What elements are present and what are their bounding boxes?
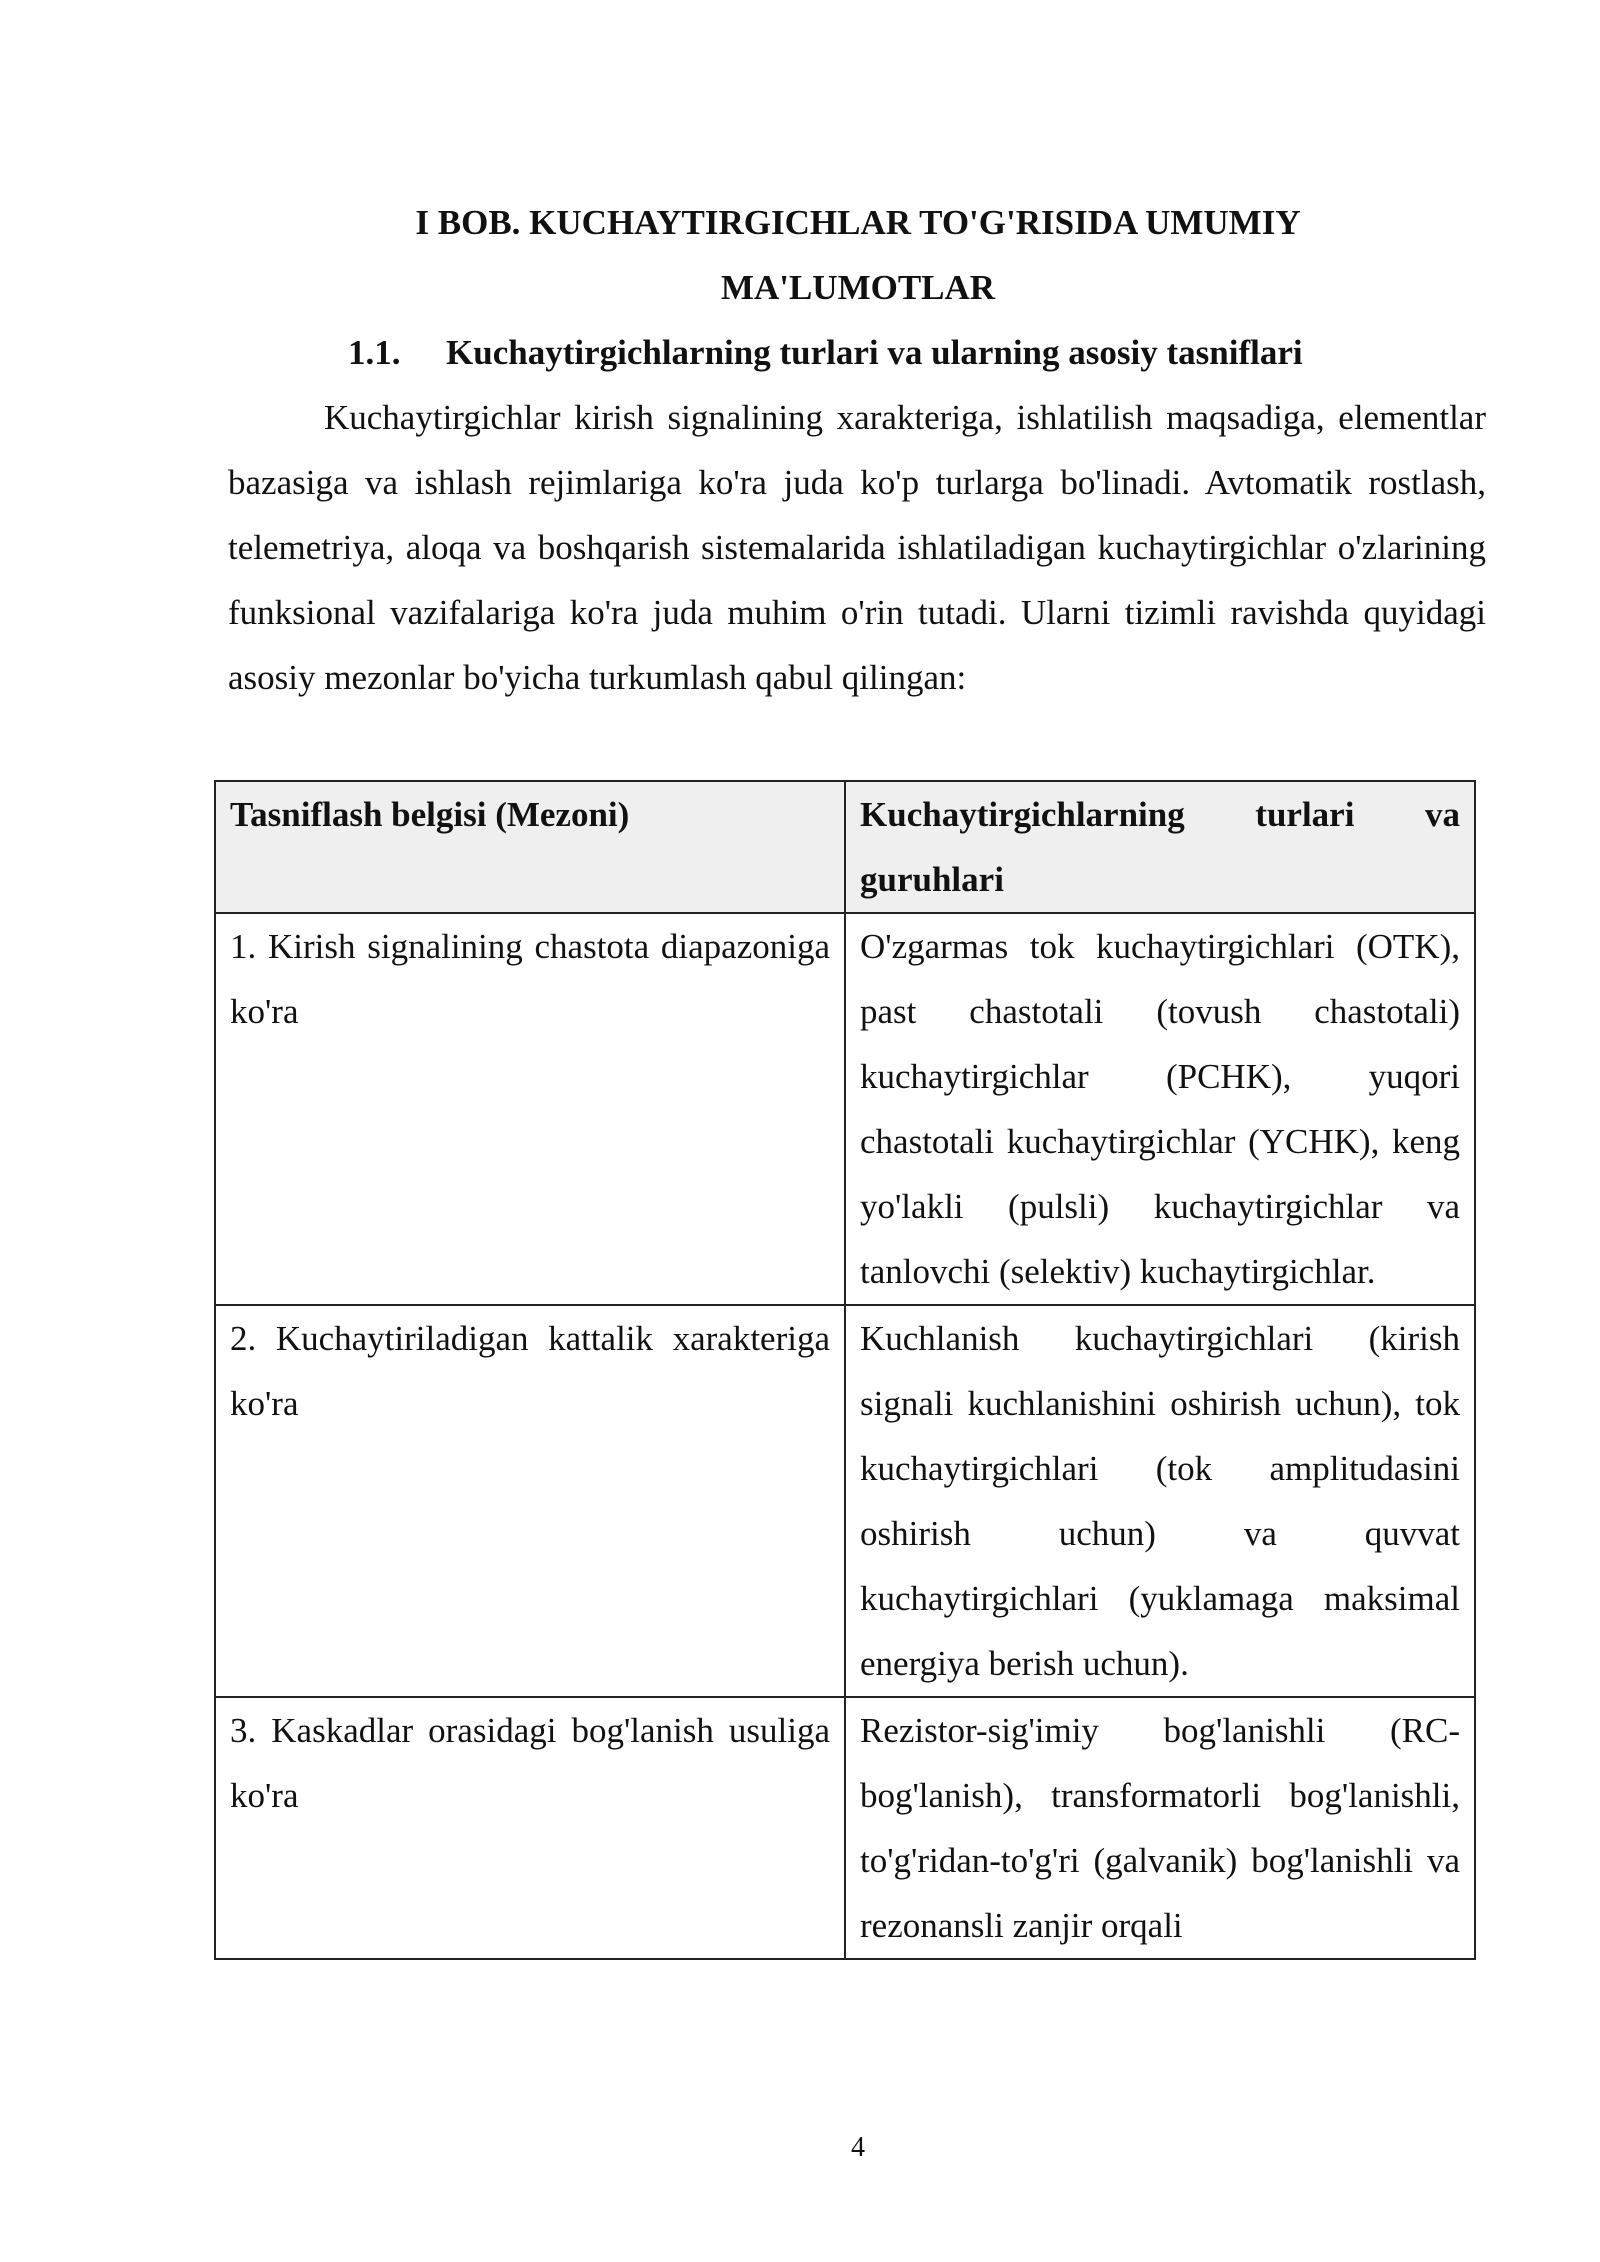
chapter-title-line2: MA'LUMOTLAR [720, 268, 996, 307]
table-row [215, 913, 1475, 1305]
table-row [215, 1697, 1475, 1959]
page-number: 4 [851, 2132, 865, 2163]
row-types: Kuchlanish kuchaytirgichlari (kirish signali kuchlanishini oshirish uchun), tok kuchaytirgichlari (tok amplitudasini oshirish uchun) va quvvat kuchaytirgichlari (yuklamaga maksimal energiya berish uchun). [845, 1305, 1475, 1697]
row-types: Rezistor-sig'imiy bog'lanishli (RC-bog'lanish), transformatorli bog'lanishli, to'g'ridan-to'g'ri (galvanik) bog'lanishli va rezonansli zanjir orqali [845, 1697, 1475, 1959]
table-row [215, 1305, 1475, 1697]
section-title: Kuchaytirgichlarning turlari va ularning asosiy tasniflari [446, 333, 1303, 372]
table-header-row [215, 781, 1475, 913]
body-paragraph [228, 385, 1486, 710]
row-criterion: 2. Kuchaytiriladigan kattalik xarakteriga ko'ra [215, 1305, 845, 1697]
section-heading [348, 320, 1303, 385]
section-number: 1.1. [348, 333, 401, 372]
paragraph-text: Kuchaytirgichlar kirish signalining xarakteriga, ishlatilish maqsadiga, elementlar bazasiga va ishlash rejimlariga ko'ra juda ko'p turlarga bo'linadi. Avtomatik rostlash, telemetriya, aloqa va boshqarish sistemalarida ishlatiladigan kuchaytirgichlar o'zlarining funksional vazifalariga ko'ra juda muhim o'rin tutadi. Ularni tizimli ravishda quyidagi asosiy mezonlar bo'yicha turkumlash qabul qilingan: [228, 398, 1486, 697]
header-types: Kuchaytirgichlarning turlari va guruhlari [845, 781, 1475, 913]
chapter-title-line1: I BOB. KUCHAYTIRGICHLAR TO'G'RISIDA UMUMIY [415, 203, 1301, 242]
classification-table [214, 780, 1476, 1960]
chapter-title [228, 190, 1488, 320]
row-types: O'zgarmas tok kuchaytirgichlari (OTK), past chastotali (tovush chastotali) kuchaytirgichlar (PCHK), yuqori chastotali kuchaytirgichlar (YCHK), keng yo'lakli (pulsli) kuchaytirgichlar va tanlovchi (selektiv) kuchaytirgichlar. [845, 913, 1475, 1305]
header-criterion: Tasniflash belgisi (Mezoni) [215, 781, 845, 913]
row-criterion: 3. Kaskadlar orasidagi bog'lanish usuliga ko'ra [215, 1697, 845, 1959]
row-criterion: 1. Kirish signalining chastota diapazoniga ko'ra [215, 913, 845, 1305]
